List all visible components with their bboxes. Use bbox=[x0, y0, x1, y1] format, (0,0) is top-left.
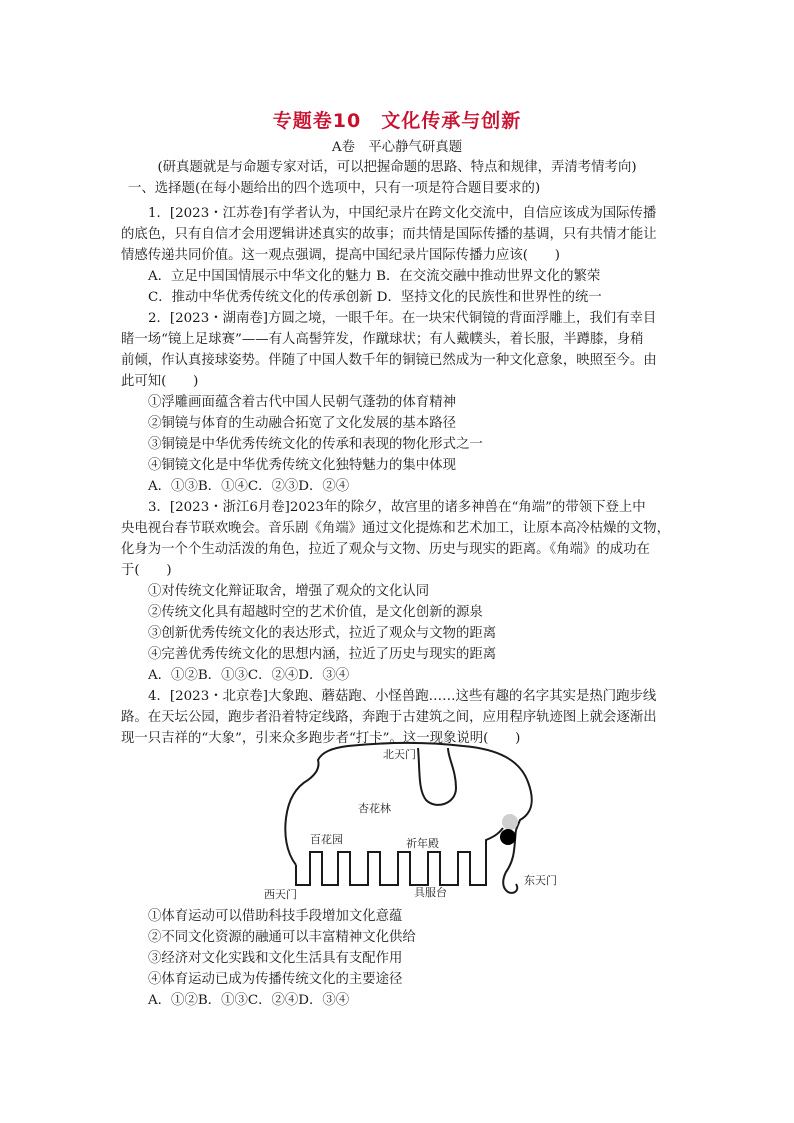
q1-options-ab: A．立足中国国情展示中华文化的魅力 B．在交流交融中推动世界文化的繁荣 bbox=[148, 269, 601, 284]
q3-statement-3: ③创新优秀传统文化的表达形式，拉近了观众与文物的距离 bbox=[148, 626, 497, 641]
q3-statement-1: ①对传统文化辩证取舍，增强了观众的文化认同 bbox=[148, 584, 430, 599]
q4-statement-4: ④体育运动已成为传播传统文化的主要途径 bbox=[148, 972, 403, 987]
page-title: 专题卷10 文化传承与创新 bbox=[272, 110, 522, 132]
q1-options-cd: C．推动中华优秀传统文化的传承创新 D．坚持文化的民族性和世界性的统一 bbox=[148, 290, 602, 305]
q2-line-3: 前倾，作认真接球姿势。伴随了中国人数千年的铜镜已然成为一种文化意象，映照至今。由 bbox=[121, 353, 657, 368]
q3-line-4: 于( ) bbox=[121, 563, 172, 578]
q4-statement-3: ③经济对文化实践和文化生活具有支配作用 bbox=[148, 951, 403, 966]
q1-line-1: 1．[2023・江苏卷]有学者认为，中国纪录片在跨文化交流中，自信应该成为国际传播 bbox=[148, 206, 657, 221]
q4-line-2: 路。在天坛公园，跑步者沿着特定线路，奔跑于古建筑之间，应用程序轨迹图上就会逐渐出 bbox=[121, 710, 657, 725]
start-marker-ghost bbox=[502, 814, 518, 830]
q2-statement-3: ③铜镜是中华优秀传统文化的传承和表现的物化形式之一 bbox=[148, 437, 483, 452]
q2-line-1: 2．[2023・湖南卷]方圆之境，一眼千年。在一块宋代铜镜的背面浮雕上，我们有幸目 bbox=[148, 311, 657, 326]
q4-line-1: 4．[2023・北京卷]大象跑、蘑菇跑、小怪兽跑……这些有趣的名字其实是热门跑步线 bbox=[148, 689, 657, 704]
label-jufu-terrace: 具服台 bbox=[414, 886, 447, 899]
q2-line-4: 此可知( ) bbox=[121, 374, 199, 389]
q4-statement-2: ②不同文化资源的融通可以丰富精神文化供给 bbox=[148, 930, 416, 945]
elephant-ear-path bbox=[418, 748, 456, 805]
label-apricot-grove: 杏花林 bbox=[358, 802, 391, 815]
q4-statement-1: ①体育运动可以借助科技手段增加文化意蕴 bbox=[148, 909, 403, 924]
q3-statement-4: ④完善优秀传统文化的思想内涵，拉近了历史与现实的距离 bbox=[148, 647, 497, 662]
q3-options: A．①②B．①③C．②④D．③④ bbox=[148, 668, 350, 683]
q3-line-2: 央电视台春节联欢晚会。音乐剧《角端》通过文化提炼和艺术加工，让原本高冷枯燥的文物， bbox=[121, 521, 671, 536]
q4-line-3: 现一只吉祥的“大象”，引来众多跑步者“打卡”。这一现象说明( ) bbox=[121, 731, 521, 746]
q1-line-3: 情感传递共同价值。这一观点强调，提高中国纪录片国际传播力应该( ) bbox=[121, 248, 560, 263]
q2-options: A．①③B．①④C．②③D．②④ bbox=[148, 479, 350, 494]
q2-statement-1: ①浮雕画面蕴含着古代中国人民朝气蓬勃的体育精神 bbox=[148, 395, 456, 410]
q3-line-3: 化身为一个个生动活泼的角色，拉近了观众与文物、历史与现实的距离。《角端》的成功在 bbox=[121, 542, 650, 557]
section-subtitle: A卷 平心静气研真题 bbox=[331, 140, 463, 155]
elephant-route-map bbox=[258, 740, 588, 902]
q2-statement-2: ②铜镜与体育的生动融合拓宽了文化发展的基本路径 bbox=[148, 416, 456, 431]
label-qiannian-hall: 祈年殿 bbox=[406, 837, 439, 850]
q4-options: A．①②B．①③C．②④D．③④ bbox=[148, 993, 350, 1008]
q1-line-2: 的底色，只有自信才会用逻辑讲述真实的故事；而共情是国际传播的基调，只有共情才能让 bbox=[121, 227, 657, 242]
section-heading: 一、选择题(在每小题给出的四个选项中，只有一项是符合题目要求的) bbox=[128, 181, 541, 196]
q2-line-2: 睹一场“镜上足球赛”——有人高髻笄发，作蹴球状；有人戴幞头，着长服，半蹲膝，身稍 bbox=[121, 332, 644, 347]
section-note: (研真题就是与命题专家对话，可以把握命题的思路、特点和规律，弄清考情考向) bbox=[157, 160, 637, 175]
label-baihua-garden: 百花园 bbox=[310, 833, 343, 846]
label-north-gate: 北天门 bbox=[383, 748, 416, 761]
q3-line-1: 3．[2023・浙江6月卷]2023年的除夕，故宫里的诸多神兽在“角端”的带领下登上中 bbox=[148, 500, 646, 515]
label-west-gate: 西天门 bbox=[264, 888, 297, 901]
q3-statement-2: ②传统文化具有超越时空的艺术价值，是文化创新的源泉 bbox=[148, 605, 483, 620]
q2-statement-4: ④铜镜文化是中华优秀传统文化独特魅力的集中体现 bbox=[148, 458, 456, 473]
start-marker bbox=[500, 829, 516, 845]
label-east-gate: 东天门 bbox=[524, 874, 557, 887]
